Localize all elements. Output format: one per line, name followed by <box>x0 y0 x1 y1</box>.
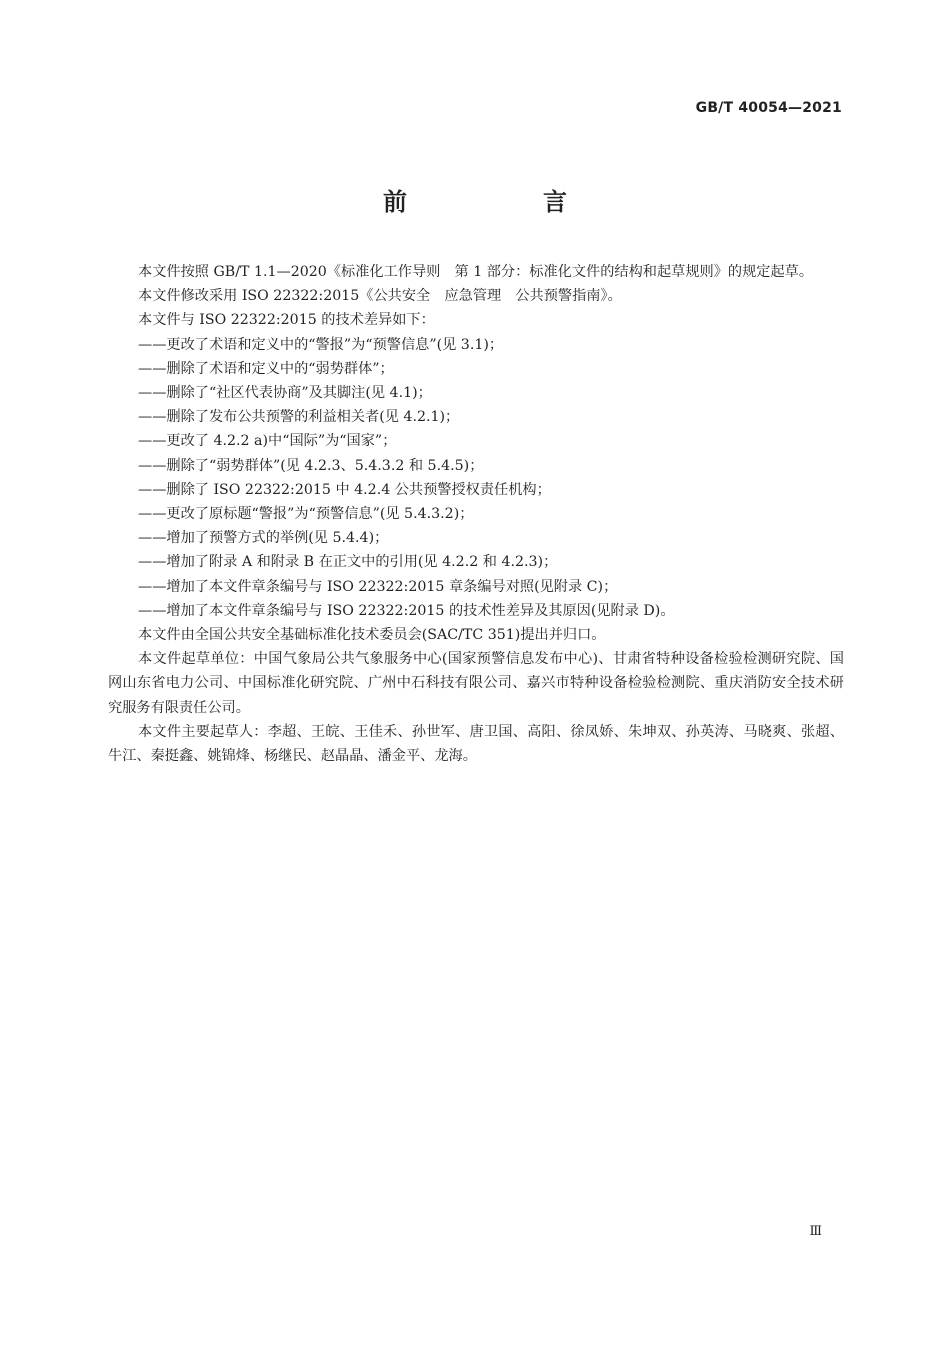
difference-item: ——删除了术语和定义中的“弱势群体”； <box>138 360 394 377</box>
paragraph-differences-intro: 本文件与 ISO 22322:2015 的技术差异如下： <box>138 312 435 329</box>
difference-item: ——增加了本文件章条编号与 ISO 22322:2015 章条编号对照(见附录 C)； <box>138 578 618 595</box>
difference-item: ——更改了 4.2.2 a)中“国际”为“国家”； <box>138 433 397 450</box>
difference-item: ——删除了“弱势群体”(见 4.2.3、5.4.3.2 和 5.4.5)； <box>138 457 484 474</box>
standard-code: GB/T 40054—2021 <box>695 100 842 116</box>
paragraph-drafting-units: 本文件起草单位：中国气象局公共气象服务中心(国家预警信息发布中心)、甘肃省特种设备检验检测研究院、国网山东省电力公司、中国标准化研究院、广州中石科技有限公司、嘉兴市特种设备检验检测院、重庆消防安全技术研究服务有限责任公司。 <box>108 651 844 716</box>
difference-item: ——增加了附录 A 和附录 B 在正文中的引用(见 4.2.2 和 4.2.3)； <box>138 554 558 571</box>
paragraph-proposer: 本文件由全国公共安全基础标准化技术委员会(SAC/TC 351)提出并归口。 <box>138 627 606 644</box>
difference-item: ——删除了 ISO 22322:2015 中 4.2.4 公共预警授权责任机构； <box>138 481 551 498</box>
difference-item: ——增加了本文件章条编号与 ISO 22322:2015 的技术性差异及其原因(见附录 D)。 <box>138 602 675 619</box>
paragraph-drafting-rules: 本文件按照 GB/T 1.1—2020《标准化工作导则 第 1 部分：标准化文件的结构和起草规则》的规定起草。 <box>138 264 814 280</box>
paragraph-drafters: 本文件主要起草人：李超、王皖、王佳禾、孙世军、唐卫国、高阳、徐凤娇、朱坤双、孙英涛、马晓爽、张超、牛江、秦挺鑫、姚锦烽、杨继民、赵晶晶、潘金平、龙海。 <box>108 723 844 765</box>
paragraph-adoption: 本文件修改采用 ISO 22322:2015《公共安全 应急管理 公共预警指南》。 <box>138 288 622 305</box>
foreword-body <box>108 260 844 768</box>
difference-item: ——增加了预警方式的举例(见 5.4.4)； <box>138 530 389 547</box>
difference-item: ——更改了术语和定义中的“警报”为“预警信息”(见 3.1)； <box>138 336 504 353</box>
difference-item: ——删除了“社区代表协商”及其脚注(见 4.1)； <box>138 385 432 402</box>
difference-item: ——更改了原标题“警报”为“预警信息”(见 5.4.3.2)； <box>138 506 474 523</box>
difference-item: ——删除了发布公共预警的利益相关者(见 4.2.1)； <box>138 409 460 426</box>
page-title: 前 言 <box>383 188 623 216</box>
page-number: Ⅲ <box>809 1224 822 1239</box>
